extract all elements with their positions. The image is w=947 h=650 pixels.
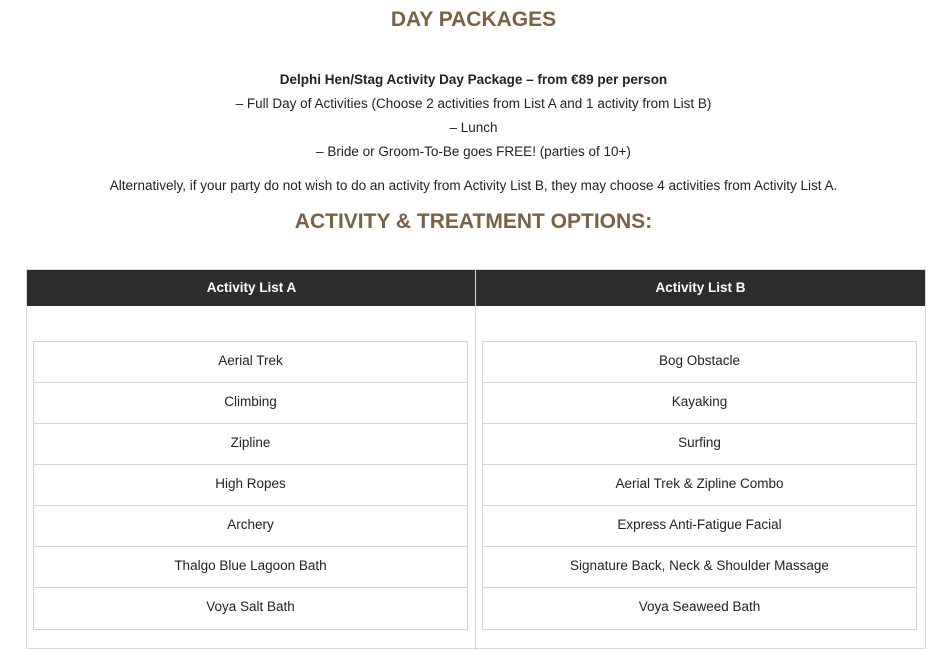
options-heading: ACTIVITY & TREATMENT OPTIONS: [294, 210, 653, 233]
header-list-b: Activity List B [655, 280, 746, 295]
package-title: Delphi Hen/Stag Activity Day Package – from €89 per person [279, 72, 668, 87]
package-line-activities: – Full Day of Activities (Choose 2 activities from List A and 1 activity from List B) [235, 96, 712, 111]
list-item: Bog Obstacle [483, 342, 916, 383]
list-item: High Ropes [34, 465, 467, 506]
list-item: Surfing [483, 424, 916, 465]
header-list-a: Activity List A [206, 280, 297, 295]
package-line-free: – Bride or Groom-To-Be goes FREE! (parties of 10+) [316, 144, 631, 159]
activity-list-b [482, 341, 917, 630]
column-divider [475, 270, 476, 650]
list-item: Voya Salt Bath [206, 599, 295, 614]
list-item: Thalgo Blue Lagoon Bath [34, 547, 467, 588]
list-item: Voya Seaweed Bath [638, 599, 761, 614]
list-item: Aerial Trek [34, 342, 467, 383]
table-header [27, 270, 925, 306]
activity-list-a [33, 341, 468, 630]
page-title: DAY PACKAGES [390, 8, 557, 31]
list-item: Signature Back, Neck & Shoulder Massage [483, 547, 916, 588]
list-item: Kayaking [483, 383, 916, 424]
package-line-lunch: – Lunch [449, 120, 498, 135]
list-item: Climbing [34, 383, 467, 424]
list-item: Express Anti-Fatigue Facial [483, 506, 916, 547]
package-alternative-note: Alternatively, if your party do not wish to do an activity from Activity List B, they may choose 4 activities from Activity List A. [109, 178, 838, 193]
activity-table [26, 269, 926, 649]
list-item: Aerial Trek & Zipline Combo [483, 465, 916, 506]
list-item: Archery [34, 506, 467, 547]
list-item: Zipline [34, 424, 467, 465]
